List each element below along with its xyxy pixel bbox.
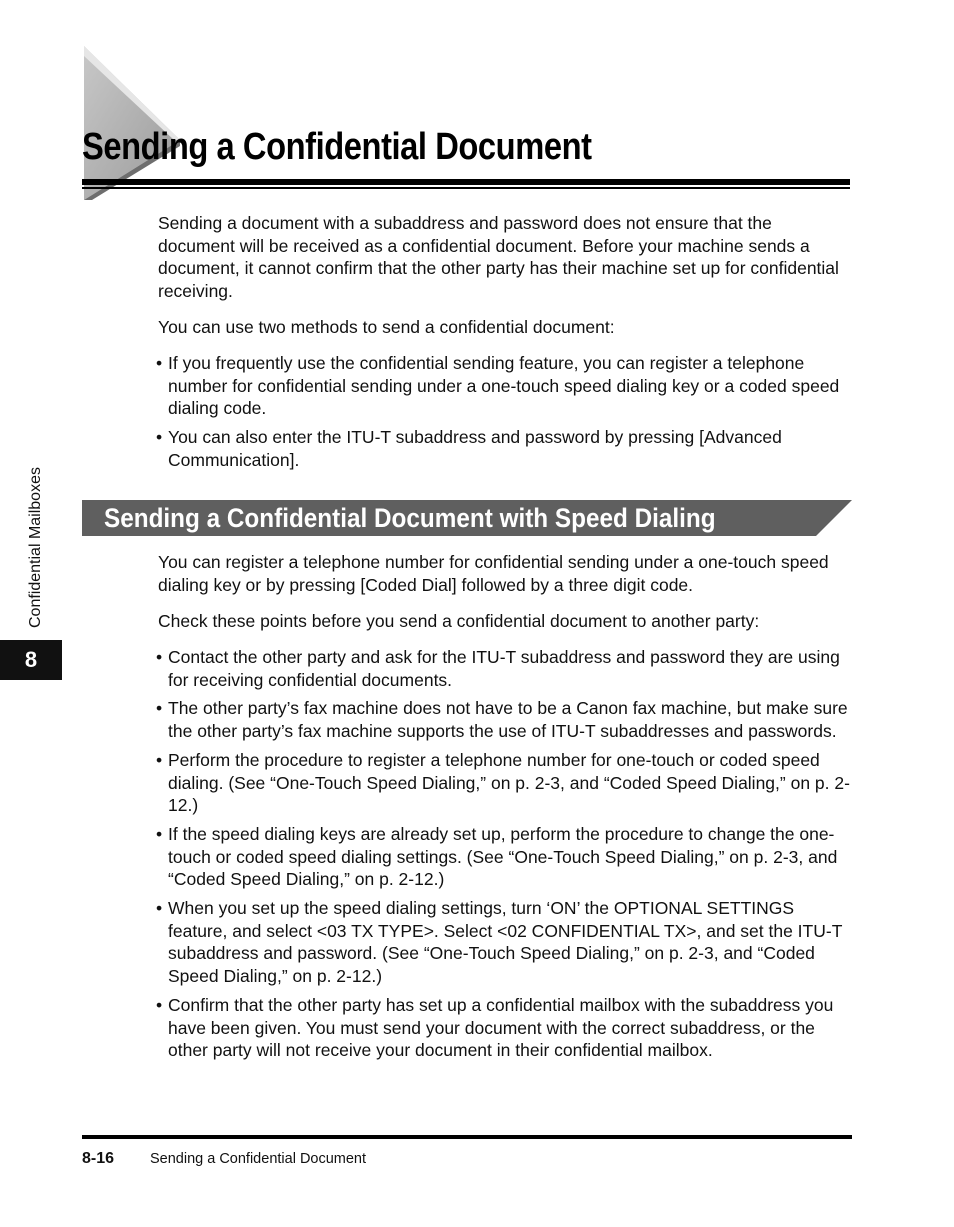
checkpoints-intro: Check these points before you send a confidential document to another party:	[158, 611, 760, 631]
list-item	[158, 697, 850, 742]
footer-rule	[82, 1135, 852, 1139]
bullet-icon: •	[156, 353, 163, 373]
list-item-text: Perform the procedure to register a telephone number for one-touch or coded speed dialing. (See “One-Touch Speed Dialing,” on p. 2-3, and “Coded Speed Dialing,” on p. 2-12.)	[168, 749, 850, 816]
bullet-icon: •	[156, 823, 163, 844]
list-item-text: Confirm that the other party has set up a confidential mailbox with the subaddress you have been given. You must send your document with the correct subaddress, or the other party will not receive your document in their confidential mailbox.	[168, 994, 834, 1061]
list-item	[158, 749, 850, 817]
bullet-icon: •	[156, 749, 163, 770]
section-heading: Sending a Confidential Document with Speed Dialing	[104, 503, 716, 533]
list-item	[158, 823, 850, 891]
bullet-icon: •	[156, 898, 163, 919]
bullet-icon: •	[156, 427, 163, 448]
intro-paragraph: Sending a document with a subaddress and password does not ensure that the document will be received as a confidential document. Before your machine sends a document, it cannot confirm that the other party has their machine set up for confidential receiving.	[158, 213, 839, 302]
list-item	[158, 897, 850, 988]
chapter-tab: 8	[0, 640, 62, 680]
section-paragraph: You can register a telephone number for confidential sending under a one-touch speed dialing key or by pressing [Coded Dial] followed by a three digit code.	[158, 552, 829, 595]
bullet-icon: •	[156, 698, 163, 719]
list-item-text: The other party’s fax machine does not have to be a Canon fax machine, but make sure the other party’s fax machine supports the use of ITU-T subaddresses and passwords.	[168, 698, 848, 742]
checkpoints-list	[158, 646, 850, 1068]
list-item	[158, 994, 850, 1062]
chapter-title: Sending a Confidential Document	[82, 126, 592, 168]
list-item-text: When you set up the speed dialing settings, turn ‘ON’ the OPTIONAL SETTINGS feature, and select <03 TX TYPE>. Select <02 CONFIDENTIAL TX>, and set the ITU-T subaddress and password. (See “One-Touch Speed Dialing,” on p. 2-3, and “Coded Speed Dialing,” on p. 2-12.)	[168, 898, 843, 987]
list-item	[158, 426, 850, 471]
list-item	[158, 352, 850, 420]
list-item	[158, 646, 850, 691]
title-rule	[82, 179, 850, 185]
side-tab-label: Confidential Mailboxes	[27, 467, 44, 628]
page-number: 8-16	[82, 1150, 115, 1167]
methods-list	[158, 352, 850, 478]
title-rule-thin	[82, 187, 850, 189]
bullet-icon: •	[156, 994, 163, 1015]
footer-title: Sending a Confidential Document	[150, 1151, 367, 1167]
list-item-text: Contact the other party and ask for the ITU-T subaddress and password they are using for receiving confidential documents.	[168, 647, 840, 690]
intro-methods-paragraph: You can use two methods to send a confidential document:	[158, 317, 615, 337]
list-item-text: If the speed dialing keys are already set up, perform the procedure to change the one-touch or coded speed dialing settings. (See “One-Touch Speed Dialing,” on p. 2-3, and “Coded Speed Dialing,” on p. 2-12.)	[168, 823, 838, 890]
bullet-icon: •	[156, 647, 163, 667]
list-item-text: If you frequently use the confidential sending feature, you can register a telephone number for confidential sending under a one-touch speed dialing key or a coded speed dialing code.	[168, 353, 840, 419]
list-item-text: You can also enter the ITU-T subaddress and password by pressing [Advanced Communication].	[168, 427, 782, 470]
